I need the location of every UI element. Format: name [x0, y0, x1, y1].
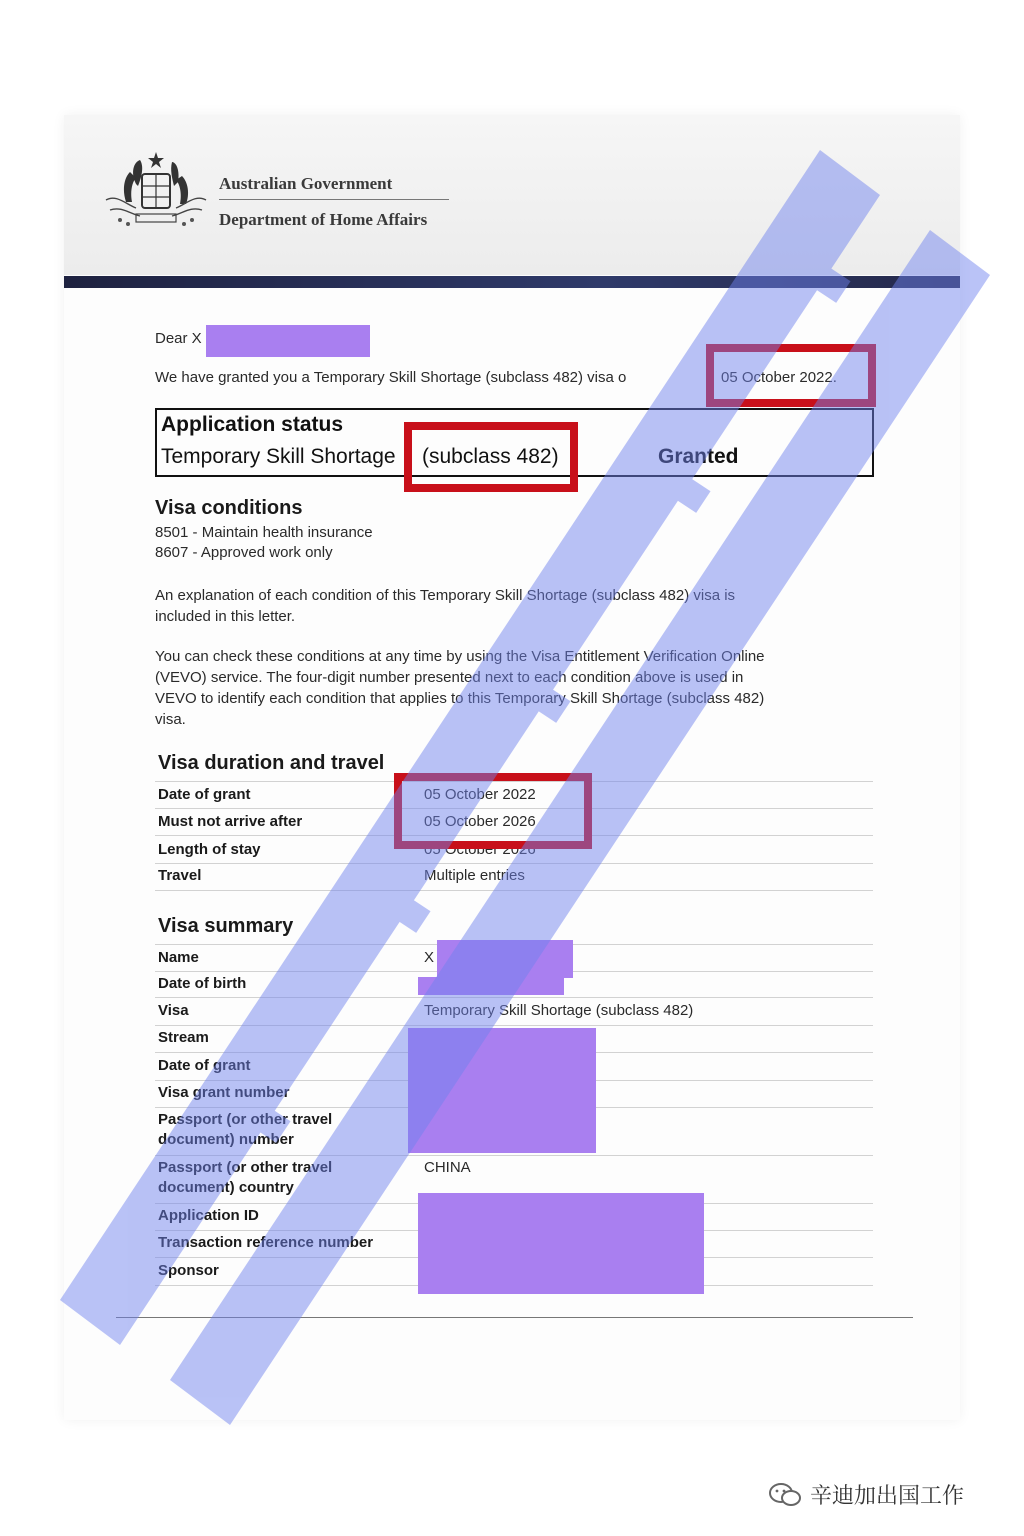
greeting: Dear X: [155, 330, 202, 347]
government-name: Australian Government: [219, 174, 393, 193]
application-subclass: (subclass 482): [422, 445, 559, 468]
highlight-box-grant-date: [706, 344, 876, 407]
vevo-paragraph-line: VEVO to identify each condition that applies to this Temporary Skill Shortage (subclass 482): [155, 690, 765, 707]
intro-date: 05 October 2022.: [721, 369, 837, 386]
intro-text: We have granted you a Temporary Skill Shortage (subclass 482) visa o: [155, 369, 627, 386]
visa-duration-heading: Visa duration and travel: [158, 752, 385, 774]
summary-label: Passport (or other travel document) number: [158, 1111, 333, 1148]
coat-of-arms-icon: [100, 150, 212, 232]
redacted-name: [206, 325, 370, 357]
duration-value: 05 October 2026: [424, 813, 536, 830]
conditions-explanation-line: included in this letter.: [155, 608, 296, 625]
conditions-explanation-line: An explanation of each condition of this Temporary Skill Shortage (subclass 482) visa is: [155, 587, 736, 604]
duration-label: Length of stay: [158, 841, 261, 858]
summary-label: Date of birth: [158, 975, 247, 992]
condition-item: 8607 - Approved work only: [155, 544, 333, 561]
redacted-name: [437, 940, 573, 978]
table-divider: [155, 1155, 873, 1156]
application-status-heading: Application status: [161, 413, 344, 436]
summary-value: CHINA: [424, 1159, 471, 1176]
highlight-box-duration-dates: [394, 773, 592, 849]
footer-rule: [116, 1317, 913, 1318]
duration-label: Must not arrive after: [158, 813, 303, 830]
redacted-date-of-birth: [418, 977, 564, 995]
application-visa-type: Temporary Skill Shortage: [161, 445, 396, 468]
summary-label: Application ID: [158, 1207, 259, 1224]
summary-value: Temporary Skill Shortage (subclass 482): [424, 1002, 694, 1019]
summary-label: Visa: [158, 1002, 189, 1019]
duration-value: 05 October 2026: [424, 841, 536, 858]
table-divider: [155, 997, 873, 998]
duration-value: Multiple entries: [424, 867, 525, 884]
summary-label: Date of grant: [158, 1057, 251, 1074]
summary-label: Passport (or other travel document) country: [158, 1159, 333, 1196]
table-divider: [155, 890, 873, 891]
summary-label: Name: [158, 949, 199, 966]
wechat-icon: [768, 1481, 802, 1509]
wechat-account-badge: [768, 1479, 964, 1510]
summary-label: Transaction reference number: [158, 1234, 374, 1251]
redacted-visa-details: [408, 1028, 596, 1153]
vevo-paragraph-line: (VEVO) service. The four-digit number presented next to each condition above is used in: [155, 669, 744, 686]
department-name: Department of Home Affairs: [219, 210, 428, 229]
application-status-value: Granted: [658, 445, 739, 468]
highlight-box-subclass: [404, 422, 578, 492]
header-rule: [64, 276, 960, 288]
summary-value: X: [424, 949, 435, 966]
vevo-paragraph-line: visa.: [155, 711, 186, 728]
duration-value: 05 October 2022: [424, 786, 536, 803]
visa-conditions-heading: Visa conditions: [155, 497, 303, 519]
summary-label: Stream: [158, 1029, 209, 1046]
summary-label: Sponsor: [158, 1262, 219, 1279]
visa-summary-heading: Visa summary: [158, 915, 294, 937]
redacted-application-details: [418, 1193, 704, 1294]
condition-item: 8501 - Maintain health insurance: [155, 524, 373, 541]
vevo-paragraph-line: You can check these conditions at any time by using the Visa Entitlement Verification Online: [155, 648, 765, 665]
wechat-account-name: 辛迪加出国工作: [810, 1483, 965, 1508]
duration-label: Travel: [158, 867, 202, 884]
table-divider: [155, 863, 873, 864]
table-divider: [155, 1025, 873, 1026]
duration-label: Date of grant: [158, 786, 251, 803]
letterhead-divider: [219, 199, 449, 200]
summary-label: Visa grant number: [158, 1084, 290, 1101]
